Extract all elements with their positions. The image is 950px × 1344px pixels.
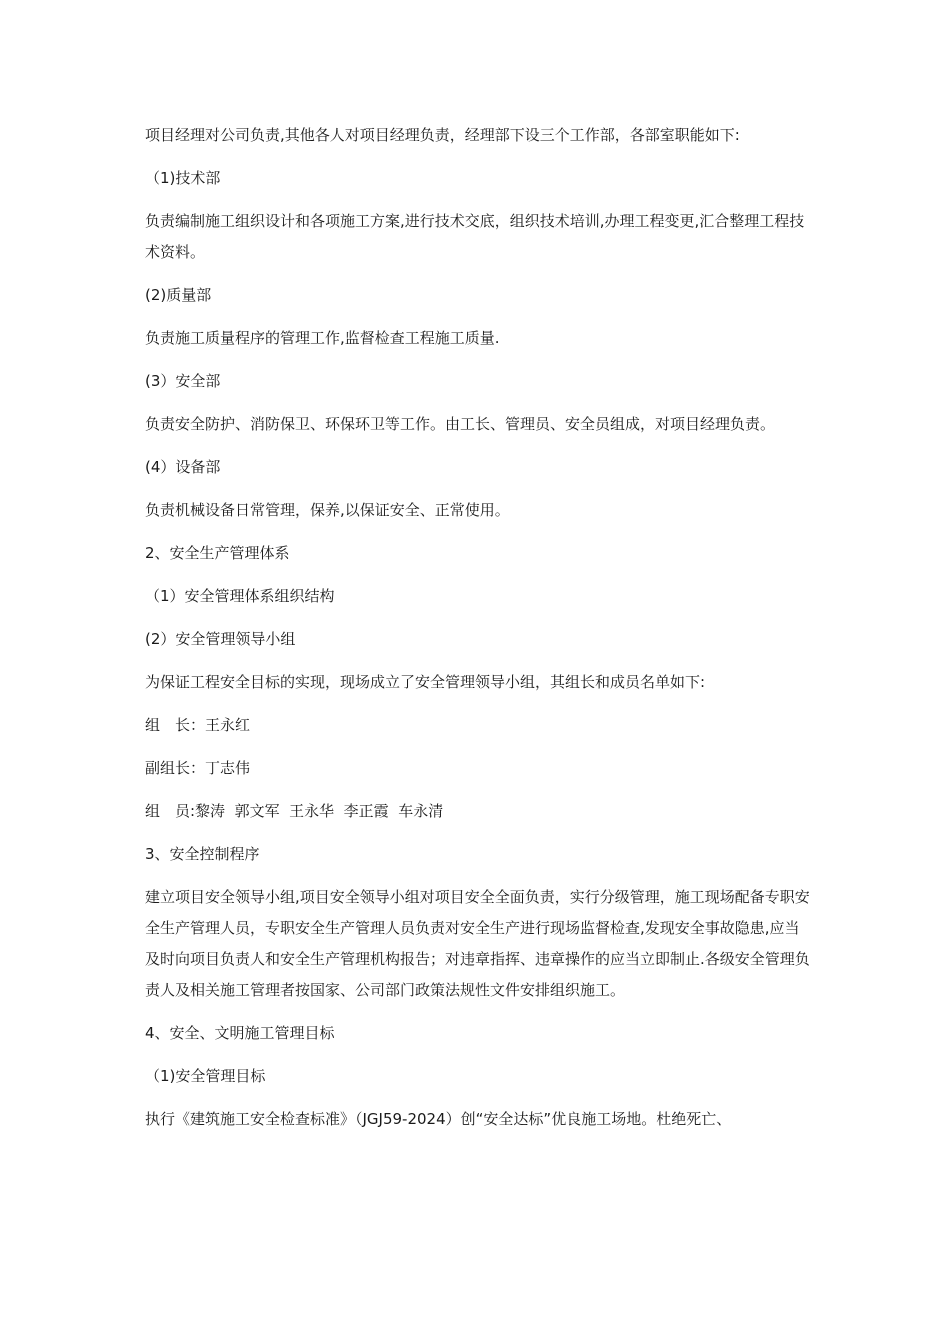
heading-safety-system: 2、安全生产管理体系: [145, 544, 290, 562]
heading-leading-group: (2）安全管理领导小组: [145, 630, 296, 648]
heading-management-goals: 4、安全、文明施工管理目标: [145, 1024, 335, 1042]
heading-safety-goal: （1)安全管理目标: [145, 1067, 266, 1085]
paragraph-safety-dept: 负责安全防护、消防保卫、环保环卫等工作。由工长、管理员、安全员组成，对项目经理负责。: [145, 415, 776, 433]
paragraph-equipment-dept: 负责机械设备日常管理，保养,以保证安全、正常使用。: [145, 501, 510, 519]
heading-tech-dept: （1)技术部: [145, 169, 221, 187]
document-body: [145, 120, 813, 1135]
paragraph-quality-dept: 负责施工质量程序的管理工作,监督检查工程施工质量.: [145, 329, 500, 347]
heading-safety-dept: (3）安全部: [145, 372, 221, 390]
group-deputy-leader: 副组长：丁志伟: [145, 759, 251, 777]
paragraph-control-procedure: 建立项目安全领导小组,项目安全领导小组对项目安全全面负责，实行分级管理，施工现场配备专职安全生产管理人员，专职安全生产管理人员负责对安全生产进行现场监督检查,发现安全事故隐患,应当及时向项目负责人和安全生产管理机构报告；对违章指挥、违章操作的应当立即制止.各级安全管理负责人及相关施工管理者按国家、公司部门政策法规性文件安排组织施工。: [145, 888, 810, 999]
paragraph-safety-goal: 执行《建筑施工安全检查标准》（JGJ59-2024）创“安全达标”优良施工场地。杜绝死亡、: [145, 1110, 732, 1128]
group-leader: 组 长：王永红: [145, 716, 251, 734]
paragraph-leading-group: 为保证工程安全目标的实现，现场成立了安全管理领导小组，其组长和成员名单如下:: [145, 673, 706, 691]
heading-equipment-dept: (4）设备部: [145, 458, 221, 476]
group-members: 组 员:黎涛 郭文军 王永华 李正霞 车永清: [145, 802, 444, 820]
paragraph-intro: 项目经理对公司负责,其他各人对项目经理负责，经理部下设三个工作部，各部室职能如下:: [145, 126, 740, 144]
paragraph-tech-dept: 负责编制施工组织设计和各项施工方案,进行技术交底，组织技术培训,办理工程变更,汇合整理工程技术资料。: [145, 212, 805, 261]
heading-org-structure: （1）安全管理体系组织结构: [145, 587, 335, 605]
heading-control-procedure: 3、安全控制程序: [145, 845, 260, 863]
heading-quality-dept: (2)质量部: [145, 286, 212, 304]
